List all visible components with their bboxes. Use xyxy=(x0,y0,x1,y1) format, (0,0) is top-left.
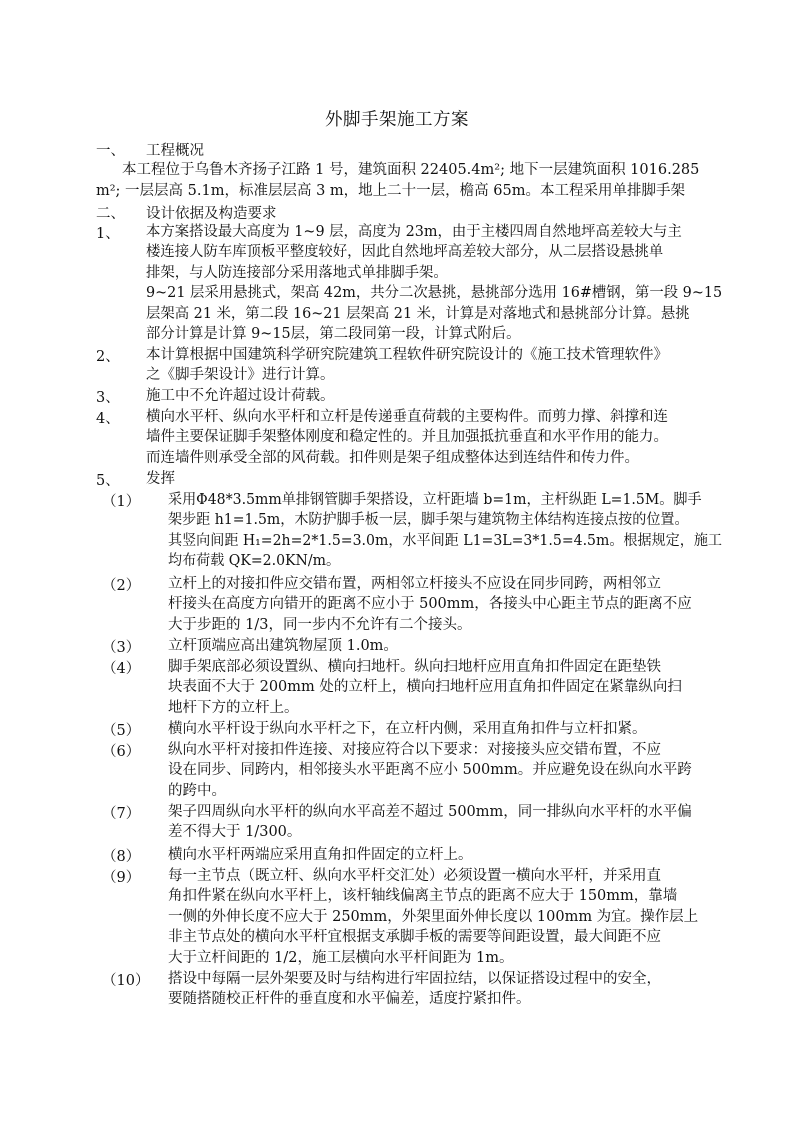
sub-item-number: （4） xyxy=(102,661,141,677)
paragraph-line: 均布荷载 QK=2.0KN/m。 xyxy=(168,553,341,570)
paragraph-line: 杆接头在高度方向错开的距离不应小于 500mm，各接头中心距主节点的距离不应 xyxy=(168,596,692,613)
item-number: 5、 xyxy=(96,473,120,489)
paragraph-line: 横向水平杆两端应采用直角扣件固定的立杆上。 xyxy=(168,847,473,863)
item-number: 3、 xyxy=(96,390,120,406)
paragraph-line: 纵向水平杆对接扣件连接、对接应符合以下要求：对接接头应交错布置，不应 xyxy=(168,742,661,758)
paragraph-line: 墙件主要保证脚手架整体刚度和稳定性的。并且加强抵抗垂直和水平作用的能力。 xyxy=(146,429,668,446)
paragraph-line: 发挥 xyxy=(146,471,175,487)
paragraph-line: 架子四周纵向水平杆的纵向水平高差不超过 500mm，同一排纵向水平杆的水平偏 xyxy=(168,804,692,820)
paragraph-line: 本计算根据中国建筑科学研究院建筑工程软件研究院设计的《施工技术管理软件》 xyxy=(146,347,668,363)
section-number: 二、 xyxy=(96,206,125,222)
sub-item-number: （3） xyxy=(102,640,141,656)
paragraph-line: 一侧的外伸长度不应大于 250mm，外架里面外伸长度以 100mm 为宜。操作层上 xyxy=(168,908,699,925)
sub-item-number: （1） xyxy=(102,494,141,510)
paragraph-line: 块表面不大于 200mm 处的立杆上，横向扫地杆应用直角扣件固定在紧靠纵向扫 xyxy=(168,679,682,696)
paragraph-line: 每一主节点（既立杆、纵向水平杆交汇处）必须设置一横向水平杆，并采用直 xyxy=(168,868,661,884)
paragraph-line: 本工程位于乌鲁木齐扬子江路 1 号，建筑面积 22405.4m²; 地下一层建筑面积 1016.285 xyxy=(122,162,700,178)
paragraph-line: 横向水平杆、纵向水平杆和立杆是传递垂直荷载的主要构件。而剪力撑、斜撑和连 xyxy=(146,409,668,425)
item-number: 2、 xyxy=(96,349,120,365)
paragraph-line: 架步距 h1=1.5m，木防护脚手板一层，脚手架与建筑物主体结构连接点按的位置。 xyxy=(168,512,689,529)
sub-item-number: （6） xyxy=(102,744,141,760)
paragraph-line: 立杆上的对接扣件应交错布置，两相邻立杆接头不应设在同步同跨，两相邻立 xyxy=(168,576,661,592)
section-heading: 工程概况 xyxy=(146,143,204,159)
paragraph-line: 非主节点处的横向水平杆宜根据支承脚手板的需要等间距设置，最大间距不应 xyxy=(168,929,661,946)
paragraph-line: 本方案搭设最大高度为 1~9 层，高度为 23m，由于主楼四周自然地坪高差较大与主 xyxy=(146,224,682,240)
paragraph-line: 大于步距的 1/3，同一步内不允许有二个接头。 xyxy=(168,616,472,633)
paragraph-line: 排架，与人防连接部分采用落地式单排脚手架。 xyxy=(146,264,448,281)
item-number: 4、 xyxy=(96,411,120,427)
sub-item-number: （10） xyxy=(102,973,150,989)
sub-item-number: （2） xyxy=(102,578,141,594)
paragraph-line: 搭设中每隔一层外架要及时与结构进行牢固拉结，以保证搭设过程中的安全， xyxy=(168,971,661,987)
paragraph-line: 施工中不允许超过设计荷载。 xyxy=(146,388,335,404)
paragraph-line: 采用Φ48*3.5mm单排钢管脚手架搭设，立杆距墙 b=1m，主杆纵距 L=1.5M。脚手 xyxy=(168,492,702,508)
item-number: 1、 xyxy=(96,226,120,242)
section-heading: 设计依据及构造要求 xyxy=(146,206,277,222)
sub-item-number: （7） xyxy=(102,806,141,822)
document-title: 外脚手架施工方案 xyxy=(325,110,469,130)
paragraph-line: 地杆下方的立杆上。 xyxy=(168,699,299,716)
paragraph-line: 之《脚手架设计》进行计算。 xyxy=(146,367,335,384)
paragraph-line: 楼连接人防车库顶板平整度较好，因此自然地坪高差较大部分，从二层搭设悬挑单 xyxy=(146,244,664,261)
sub-item-number: （9） xyxy=(102,870,141,886)
paragraph-line: 大于立杆间距的 1/2，施工层横向水平杆间距为 1m。 xyxy=(168,949,514,966)
paragraph-line: 横向水平杆设于纵向水平杆之下，在立杆内侧，采用直角扣件与立杆扣紧。 xyxy=(168,721,647,737)
paragraph-line: 设在同步、同跨内，相邻接头水平距离不应小 500mm。并应避免设在纵向水平跨 xyxy=(168,762,692,779)
paragraph-line: 立杆顶端应高出建筑物屋顶 1.0m。 xyxy=(168,638,398,654)
paragraph-line: 要随搭随校正杆件的垂直度和水平偏差，适度拧紧扣件。 xyxy=(168,991,531,1008)
paragraph-line: 脚手架底部必须设置纵、横向扫地杆。纵向扫地杆应用直角扣件固定在距垫铁 xyxy=(168,659,661,675)
paragraph-line: 而连墙件则承受全部的风荷载。扣件则是架子组成整体达到连结件和传力件。 xyxy=(146,449,639,466)
paragraph-line: 9~21 层采用悬挑式，架高 42m，共分二次悬挑，悬挑部分选用 16#槽钢，第一段 9~15 xyxy=(146,285,723,302)
paragraph-line: 部分计算是计算 9~15层，第二段同第一段，计算式附后。 xyxy=(146,326,521,343)
paragraph-line: 层架高 21 米，第二段 16~21 层架高 21 米，计算是对落地式和悬挑部分计算。悬挑 xyxy=(146,305,690,322)
paragraph-line: 角扣件紧在纵向水平杆上，该杆轴线偏离主节点的距离不应大于 150mm，靠墙 xyxy=(168,888,678,905)
sub-item-number: （8） xyxy=(102,849,141,865)
section-number: 一、 xyxy=(96,143,125,159)
paragraph-line: 的跨中。 xyxy=(168,782,226,799)
paragraph-line: 差不得大于 1/300。 xyxy=(168,824,302,841)
paragraph-line: 其竖向间距 H₁=2h=2*1.5=3.0m，水平间距 L1=3L=3*1.5=4.5m。根据规定，施工 xyxy=(168,532,723,549)
paragraph-line: m²; 一层层高 5.1m，标准层层高 3 m，地上二十一层，檐高 65m。本工程采用单排脚手架 xyxy=(96,183,685,199)
sub-item-number: （5） xyxy=(102,723,141,739)
